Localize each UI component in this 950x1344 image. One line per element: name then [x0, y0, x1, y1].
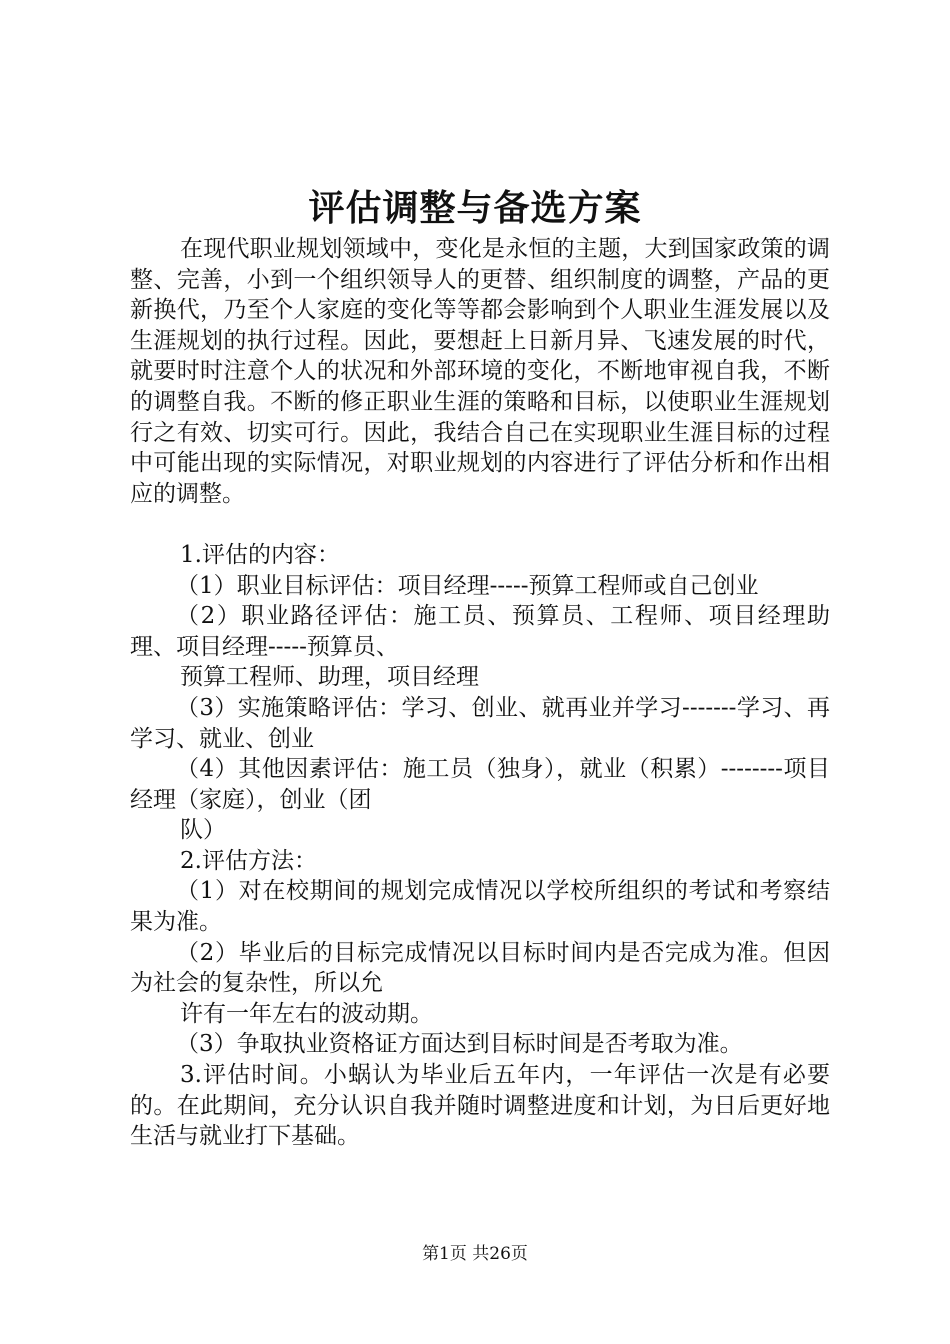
- intro-paragraph: 在现代职业规划领域中，变化是永恒的主题，大到国家政策的调整、完善，小到一个组织领导人的更替、组织制度的调整，产品的更新换代，乃至个人家庭的变化等等都会影响到个人职业生涯发展以及生涯规划的执行过程。因此，要想赶上日新月异、飞速发展的时代，就要时时注意个人的状况和外部环境的变化，不断地审视自我，不断的调整自我。不断的修正职业生涯的策略和目标，以使职业生涯规划行之有效、切实可行。因此，我结合自己在实现职业生涯目标的过程中可能出现的实际情况，对职业规划的内容进行了评估分析和作出相应的调整。: [130, 236, 830, 507]
- section2-item1: （1）对在校期间的规划完成情况以学校所组织的考试和考察结果为准。: [130, 878, 830, 936]
- section1-item4: （4）其他因素评估：施工员（独身），就业（积累）--------项目经理（家庭），创业（团: [130, 756, 830, 813]
- section1-heading: 1.评估的内容：: [180, 541, 340, 568]
- paragraph-spacer: [130, 509, 830, 540]
- section2-item2: （2）毕业后的目标完成情况以目标时间内是否完成为准。但因为社会的复杂性，所以允: [130, 939, 830, 997]
- document-body: [130, 234, 830, 1152]
- section1-item1: （1）职业目标评估：项目经理-----预算工程师或自己创业: [176, 572, 759, 599]
- section2-item2-continuation: 许有一年左右的波动期。: [180, 1000, 433, 1027]
- section3-paragraph: 3.评估时间。小蜗认为毕业后五年内，一年评估一次是有必要的。在此期间，充分认识自我并随时调整进度和计划，为日后更好地生活与就业打下基础。: [130, 1062, 830, 1150]
- section1-item2-continuation: 预算工程师、助理，项目经理: [180, 664, 479, 691]
- section2-item3: （3）争取执业资格证方面达到目标时间是否考取为准。: [176, 1031, 743, 1058]
- page-footer: 第1页 共26页: [422, 1244, 528, 1264]
- section1-item2: （2）职业路径评估：施工员、预算员、工程师、项目经理助理、项目经理-----预算员、: [130, 603, 830, 660]
- section1-item3: （3）实施策略评估：学习、创业、就再业并学习-------学习、再学习、就业、创业: [130, 694, 830, 752]
- section1-item4-continuation: 队）: [180, 817, 226, 844]
- document-title: 评估调整与备选方案: [308, 187, 642, 229]
- section2-heading: 2.评估方法：: [180, 847, 317, 874]
